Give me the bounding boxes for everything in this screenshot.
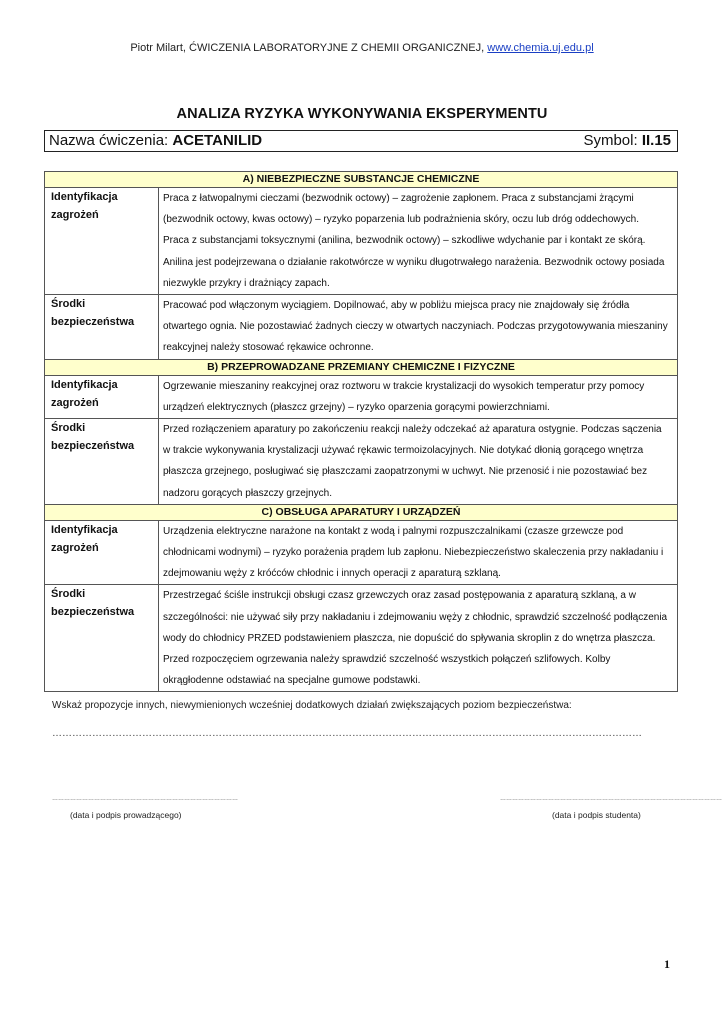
risk-text-line: reakcyjnej należy stosować rękawice ochronne.	[163, 342, 374, 354]
risk-row-label	[45, 295, 159, 360]
risk-row-text	[159, 375, 678, 418]
risk-row-label-line: bezpieczeństwa	[51, 316, 135, 329]
risk-row-label	[45, 419, 159, 505]
risk-text-line: otwartego ognia. Nie pozostawiać żadnych cieczy w otwartych naczyniach. Podczas przygotowywania mieszaniny	[163, 321, 668, 333]
exercise-symbol	[583, 132, 671, 149]
risk-row	[45, 295, 678, 360]
risk-text-line: Praca z łatwopalnymi cieczami (bezwodnik octowy) – zagrożenie zapłonem. Praca z substancjami żrącymi	[163, 193, 634, 204]
signature-label-instructor: (data i podpis prowadzącego)	[70, 810, 182, 820]
risk-text-line: niezwykle przykry i drażniący zapach.	[163, 277, 330, 289]
risk-row-label-line: Środki	[51, 298, 86, 311]
risk-row	[45, 375, 678, 418]
section-heading: C) OBSŁUGA APARATURY I URZĄDZEŃ	[45, 504, 678, 520]
risk-row	[45, 585, 678, 692]
header-text: Piotr Milart, ĆWICZENIA LABORATORYJNE Z CHEMII ORGANICZNEJ,	[130, 42, 488, 54]
risk-row-label-line: Identyfikacja	[51, 523, 118, 536]
header-link[interactable]: www.chemia.uj.edu.pl	[487, 42, 594, 54]
exercise-name	[49, 132, 262, 149]
document-title: ANALIZA RYZYKA WYKONYWANIA EKSPERYMENTU	[176, 106, 548, 122]
risk-row-label-line: Identyfikacja	[51, 378, 118, 391]
risk-text-line: Przed rozpoczęciem ogrzewania należy sprawdzić szczelność wszystkich połączeń szlifowych. Kolby	[163, 654, 611, 666]
risk-row	[45, 520, 678, 585]
answer-line[interactable]: ……………………………………………………………………………………………………………………………………………………………	[52, 728, 642, 739]
risk-text-line: Anilina jest podejrzewana o działanie rakotwórcze w wyniku długotrwałego narażenia. Bezwodnik octowy posiada	[163, 256, 665, 268]
risk-row-label	[45, 520, 159, 585]
risk-text-line: szczególności: nie używać siły przy nakładaniu i zdejmowaniu węży z chłodnic, sprawdzić szczelność podłączenia	[163, 611, 668, 623]
risk-text-line: Praca z substancjami toksycznymi (anilina, bezwodnik octowy) – szkodliwe wdychanie par i kontakt ze skórą.	[163, 235, 646, 247]
exercise-symbol-label: Symbol:	[583, 132, 642, 149]
risk-row-text	[159, 188, 678, 295]
risk-row-label	[45, 585, 159, 692]
signature-line-instructor[interactable]: …………………………………………………………………………………	[52, 796, 238, 802]
section-heading-row	[45, 359, 678, 375]
risk-row-label-line: Środki	[51, 588, 86, 601]
page-header	[0, 42, 724, 54]
risk-text-line: Urządzenia elektryczne narażone na kontakt z wodą i palnymi rozpuszczalnikami (czasze grzewcze pod	[163, 525, 624, 537]
additional-measures-prompt: Wskaż propozycje innych, niewymienionych wcześniej dodatkowych działań zwiększających poziom bezpieczeństwa:	[52, 700, 572, 711]
risk-text-line: okrągłodenne odstawiać na specjalne gumowe podstawki.	[163, 675, 421, 687]
risk-row-label	[45, 188, 159, 295]
risk-row-label-line: zagrożeń	[51, 209, 99, 221]
risk-text-line: Przestrzegać ściśle instrukcji obsługi czasz grzewczych oraz zasad postępowania z aparaturą szklaną, a w	[163, 590, 636, 602]
risk-text-line: w trakcie wykonywania krystalizacji używać rękawic termoizolacyjnych. Nie dotykać dłonią gorącego wnętrza	[163, 445, 644, 457]
risk-row-text	[159, 419, 678, 505]
exercise-symbol-value: II.15	[641, 132, 671, 149]
risk-row-label-line: bezpieczeństwa	[51, 440, 135, 453]
risk-row-text	[159, 295, 678, 360]
signature-line-student[interactable]: …………………………………………………………………………………………………	[500, 796, 722, 802]
risk-text-line: chłodnicami wodnymi) – ryzyko porażenia prądem lub zapłonu. Niebezpieczeństwo skaleczenia przy nakładaniu i	[163, 547, 664, 559]
risk-text-line: (bezwodnik octowy, kwas octowy) – ryzyko poparzenia lub podrażnienia skóry, oczu lub dróg oddechowych.	[163, 214, 639, 226]
risk-row	[45, 419, 678, 505]
section-heading-row	[45, 172, 678, 188]
risk-row	[45, 188, 678, 295]
risk-text-line: urządzeń elektrycznych (płaszcz grzejny) – ryzyko oparzenia gorącymi powierzchniami.	[163, 401, 550, 413]
signature-label-student: (data i podpis studenta)	[552, 810, 641, 820]
risk-row-label-line: Środki	[51, 422, 86, 435]
risk-text-line: zdejmowaniu węży z króćców chłodnic i innych operacji z aparaturą szklaną.	[163, 568, 501, 580]
risk-row-label-line: zagrożeń	[51, 541, 99, 554]
risk-row-text	[159, 520, 678, 585]
risk-row-label	[45, 375, 159, 418]
risk-text-line: Przed rozłączeniem aparatury po zakończeniu reakcji należy odczekać aż aparatura ostygnie. Podczas sączenia	[163, 424, 662, 436]
risk-text-line: płaszcza grzejnego, posługiwać się płaszczami zaopatrzonymi w uchwyt. Nie przenosić i nie pozostawiać bez	[163, 466, 648, 478]
exercise-name-value: ACETANILID	[172, 132, 263, 149]
risk-text-line: nadzoru gorących płaszczy grzejnych.	[163, 487, 332, 499]
exercise-name-box	[44, 130, 678, 152]
exercise-name-label: Nazwa ćwiczenia:	[49, 132, 173, 149]
section-heading: B) PRZEPROWADZANE PRZEMIANY CHEMICZNE I FIZYCZNE	[45, 359, 678, 375]
risk-row-text	[159, 585, 678, 692]
section-heading: A) NIEBEZPIECZNE SUBSTANCJE CHEMICZNE	[45, 172, 678, 188]
risk-text-line: wody do chłodnicy PRZED podstawieniem płaszcza, nie dopuścić do spływania skroplin z do wnętrza płaszcza.	[163, 632, 656, 644]
risk-text-line: Ogrzewanie mieszaniny reakcyjnej oraz roztworu w trakcie krystalizacji do wysokich temperatur przy pomocy	[163, 380, 645, 392]
section-heading-row	[45, 504, 678, 520]
risk-text-line: Pracować pod włączonym wyciągiem. Dopilnować, aby w pobliżu miejsca pracy nie znajdowały się źródła	[163, 300, 630, 312]
risk-table	[44, 171, 678, 692]
page-number: 1	[664, 957, 670, 971]
risk-row-label-line: bezpieczeństwa	[51, 606, 135, 619]
risk-row-label-line: zagrożeń	[51, 396, 99, 409]
risk-row-label-line: Identyfikacja	[51, 191, 118, 203]
